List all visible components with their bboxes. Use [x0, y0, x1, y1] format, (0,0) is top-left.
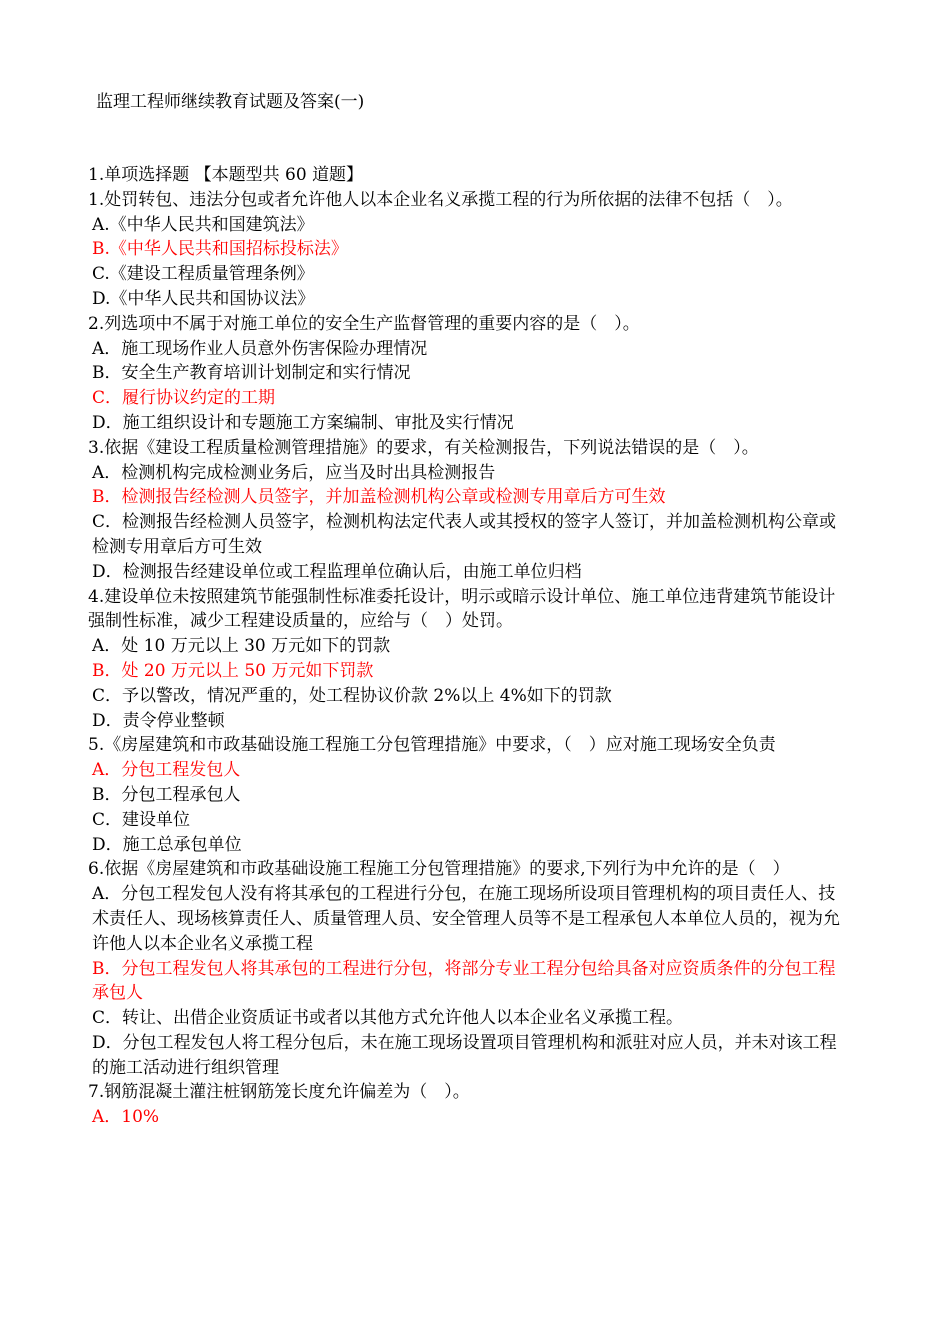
question-list [88, 163, 840, 1130]
question-stem: 5.《房屋建筑和市政基础设施工程施工分包管理措施》中要求，（ ）应对施工现场安全负责 [88, 735, 776, 756]
option-c-answer: C．履行协议约定的工期 [92, 388, 276, 409]
option-d: D．责令停业整顿 [92, 710, 225, 731]
question-1 [88, 188, 840, 312]
option-b-answer: B.《中华人民共和国招标投标法》 [92, 239, 348, 260]
question-2 [88, 312, 840, 436]
question-stem: 2.列选项中不属于对施工单位的安全生产监督管理的重要内容的是（ ）。 [88, 313, 640, 334]
question-6 [88, 857, 840, 1080]
question-stem: 1.处罚转包、违法分包或者允许他人以本企业名义承揽工程的行为所依据的法律不包括（ ）。 [88, 189, 793, 210]
section-heading: 1.单项选择题 【本题型共 60 道题】 [88, 165, 364, 185]
option-d: D．施工总承包单位 [92, 834, 242, 855]
option-a-answer: A．分包工程发包人 [92, 760, 241, 781]
question-3 [88, 436, 840, 585]
option-d: D.《中华人民共和国协议法》 [92, 288, 315, 309]
option-b-answer: B．分包工程发包人将其承包的工程进行分包，将部分专业工程分包给具备对应资质条件的分包工程承包人 [92, 958, 836, 1004]
option-a: A．处 10 万元以上 30 万元如下的罚款 [92, 636, 391, 657]
question-stem: 6.依据《房屋建筑和市政基础设施工程施工分包管理措施》的要求,下列行为中允许的是（ ） [88, 859, 790, 880]
question-4 [88, 585, 840, 734]
option-b: B．安全生产教育培训计划制定和实行情况 [92, 363, 411, 384]
document-title: 监理工程师继续教育试题及答案(一) [96, 92, 365, 112]
option-b-answer: B．处 20 万元以上 50 万元如下罚款 [92, 660, 374, 681]
option-b-answer: B．检测报告经检测人员签字，并加盖检测机构公章或检测专用章后方可生效 [92, 487, 666, 508]
option-c: C．建设单位 [92, 809, 191, 830]
option-d: D．施工组织设计和专题施工方案编制、审批及实行情况 [92, 412, 514, 433]
question-7 [88, 1080, 840, 1130]
option-a: A．施工现场作业人员意外伤害保险办理情况 [92, 338, 428, 359]
option-d: D．分包工程发包人将工程分包后，未在施工现场设置项目管理机构和派驻对应人员，并未对该工程的施工活动进行组织管理 [92, 1032, 837, 1078]
question-stem: 4.建设单位未按照建筑节能强制性标准委托设计，明示或暗示设计单位、施工单位违背建筑节能设计强制性标准，减少工程建设质量的，应给与（ ）处罚。 [88, 586, 836, 632]
question-stem: 7.钢筋混凝土灌注桩钢筋笼长度允许偏差为（ ）。 [88, 1082, 470, 1103]
option-a: A．检测机构完成检测业务后，应当及时出具检测报告 [92, 462, 496, 483]
option-c: C.《建设工程质量管理条例》 [92, 264, 314, 285]
option-c: C．检测报告经检测人员签字，检测机构法定代表人或其授权的签字人签订，并加盖检测机构公章或检测专用章后方可生效 [92, 512, 837, 557]
option-c: C．予以警改，情况严重的，处工程协议价款 2%以上 4%如下的罚款 [92, 685, 612, 706]
option-a: A．分包工程发包人没有将其承包的工程进行分包，在施工现场所设项目管理机构的项目责任人、技术责任人、现场核算责任人、质量管理人员、安全管理人员等不是工程承包人本单位人员的，视为允许他人以本企业名义承揽工程 [92, 884, 840, 954]
option-d: D．检测报告经建设单位或工程监理单位确认后，由施工单位归档 [92, 561, 582, 582]
option-a: A.《中华人民共和国建筑法》 [92, 214, 314, 235]
question-5 [88, 733, 840, 857]
option-b: B．分包工程承包人 [92, 784, 241, 805]
question-stem: 3.依据《建设工程质量检测管理措施》的要求，有关检测报告，下列说法错误的是（ ）。 [88, 437, 759, 458]
option-a-answer: A．10% [92, 1107, 160, 1128]
option-c: C．转让、出借企业资质证书或者以其他方式允许他人以本企业名义承揽工程。 [92, 1008, 684, 1029]
